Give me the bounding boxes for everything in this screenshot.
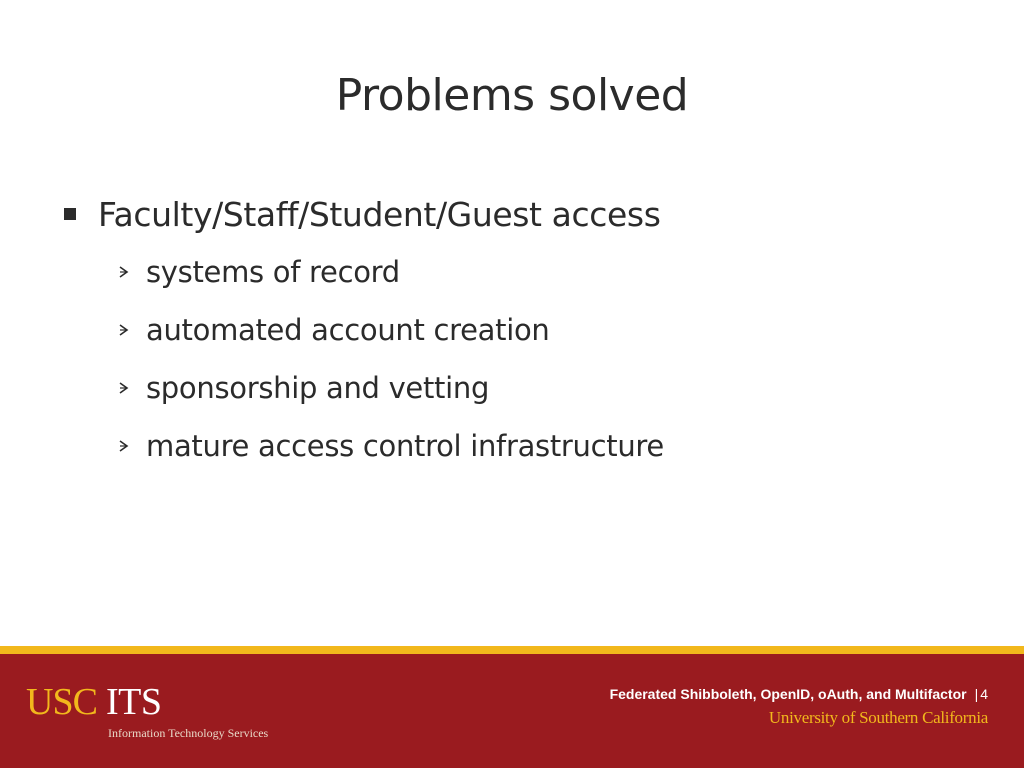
- sub-bullet-item: [116, 250, 400, 294]
- slide-footer: [0, 654, 1024, 768]
- footer-info: [610, 686, 988, 728]
- footer-gold-stripe: [0, 646, 1024, 654]
- sub-bullet-item: [116, 424, 664, 468]
- logo-subtitle: Information Technology Services: [108, 726, 269, 740]
- footer-title-line: [610, 686, 988, 702]
- sub-bullet-text: mature access control infrastructure: [146, 429, 664, 463]
- arrow-bullet-icon: [116, 264, 132, 280]
- square-bullet-icon: [64, 208, 76, 220]
- arrow-bullet-icon: [116, 322, 132, 338]
- sub-bullet-item: [116, 366, 489, 410]
- page-separator: |: [974, 686, 979, 702]
- sub-bullet-text: automated account creation: [146, 313, 550, 347]
- university-name: University of Southern California: [768, 708, 988, 727]
- arrow-bullet-icon: [116, 438, 132, 454]
- bullet-item: [64, 190, 660, 238]
- usc-its-logo: [26, 680, 286, 750]
- logo-its-text: ITS: [106, 681, 162, 723]
- slide-title: Problems solved: [335, 70, 689, 121]
- sub-bullet-text: systems of record: [146, 255, 400, 289]
- presentation-title: Federated Shibboleth, OpenID, oAuth, and Multifactor: [609, 686, 967, 702]
- bullet-text: Faculty/Staff/Student/Guest access: [98, 194, 661, 234]
- sub-bullet-item: [116, 308, 549, 352]
- arrow-bullet-icon: [116, 380, 132, 396]
- logo-usc-text: USC: [26, 681, 97, 723]
- sub-bullet-text: sponsorship and vetting: [146, 371, 490, 405]
- page-number: 4: [980, 686, 988, 702]
